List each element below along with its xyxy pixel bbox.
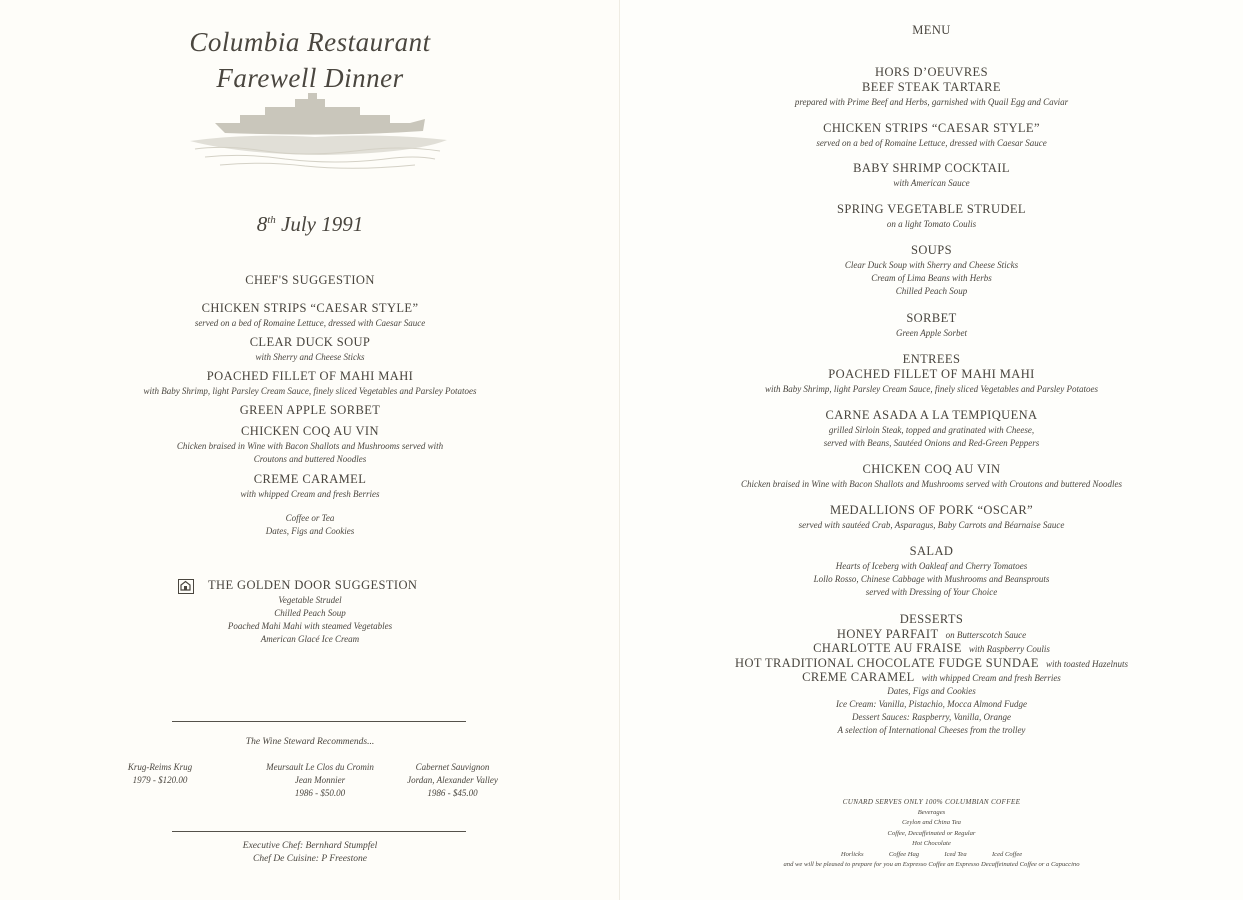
salad-line: Hearts of Iceberg with Oakleaf and Cherry Tomatoes — [835, 561, 1028, 571]
soup-line: Chilled Peach Soup — [895, 286, 968, 296]
chef-de-cuisine: Chef De Cuisine: P Freestone — [253, 854, 367, 864]
wine-line: Krug-Reims Krug — [127, 762, 193, 772]
dessert-note: with Raspberry Coulis — [968, 644, 1050, 655]
beverage-line: Beverages — [917, 808, 946, 816]
item-description: with Baby Shrimp, light Parsley Cream Sauce, finely sliced Vegetables and Parsley Potatoes — [764, 384, 1099, 394]
sorbet-section — [620, 310, 1243, 340]
dessert-name: HONEY PARFAIT — [836, 627, 939, 641]
item-name: SPRING VEGETABLE STRUDEL — [837, 202, 1026, 216]
wine-line: 1986 - $45.00 — [427, 788, 478, 798]
date-day: 8 — [256, 212, 268, 236]
coffee-line: Coffee or Tea — [285, 513, 335, 523]
hors-item-tartare — [620, 79, 1243, 109]
dessert-item — [620, 671, 1243, 685]
beverage-line: Coffee, Decaffeinated or Regular — [887, 829, 976, 837]
salad-line: served with Dressing of Your Choice — [865, 587, 998, 597]
item-description: Croutons and buttered Noodles — [253, 454, 367, 464]
divider-rule — [172, 831, 466, 832]
item-description: served on a bed of Romaine Lettuce, dressed with Caesar Sauce — [816, 138, 1047, 148]
coffee-line: Dates, Figs and Cookies — [265, 526, 355, 536]
wine-line: 1986 - $50.00 — [294, 788, 346, 798]
wine-line: 1979 - $120.00 — [132, 775, 188, 785]
item-name: CHICKEN COQ AU VIN — [862, 462, 1001, 476]
salad-line: Lollo Rosso, Chinese Cabbage with Mushrooms and Beansprouts — [813, 574, 1050, 584]
item-description: Chicken braised in Wine with Bacon Shallots and Mushrooms served with Croutons and buttered Noodles — [741, 479, 1122, 489]
wine-krug — [110, 761, 210, 787]
wine-line: Meursault Le Clos du Cromin — [266, 762, 374, 772]
item-description: with American Sauce — [893, 178, 970, 188]
dessert-line: A selection of International Cheeses from the trolley — [837, 725, 1026, 736]
wine-meursault — [240, 761, 400, 800]
item-description: with Baby Shrimp, light Parsley Cream Sauce, finely sliced Vegetables and Parsley Potatoes — [143, 386, 477, 396]
item-name: CHICKEN COQ AU VIN — [241, 424, 379, 438]
soups-heading: SOUPS — [911, 243, 952, 257]
beverage-option: Horlicks — [840, 850, 864, 858]
item-name: BABY SHRIMP COCKTAIL — [853, 161, 1010, 175]
beverage-line: Ceylon and China Tea — [902, 819, 961, 826]
sorbet-heading: SORBET — [906, 311, 957, 325]
item-name: MEDALLIONS OF PORK “OSCAR” — [829, 503, 1034, 517]
item-description: served with sautéed Crab, Asparagus, Baby Carrots and Béarnaise Sauce — [798, 520, 1065, 530]
date-rest: July 1991 — [275, 212, 364, 236]
golden-door-line: Chilled Peach Soup — [274, 608, 346, 618]
item-name: CARNE ASADA A LA TEMPIQUENA — [825, 408, 1038, 422]
menu-heading: MENU — [912, 23, 951, 37]
item-description: on a light Tomato Coulis — [886, 219, 977, 229]
dessert-item — [620, 642, 1243, 656]
hors-item-caesar — [620, 120, 1243, 150]
chefs-item-duck-soup — [0, 334, 620, 364]
desserts-section — [620, 611, 1243, 737]
item-description: grilled Sirloin Steak, topped and gratinated with Cheese, — [828, 425, 1035, 435]
restaurant-title — [0, 24, 620, 96]
chefs-item-sorbet — [0, 402, 620, 419]
beverage-row — [620, 850, 1243, 861]
date-suffix: th — [267, 214, 276, 226]
soup-line: Cream of Lima Beans with Herbs — [871, 273, 992, 283]
item-name: GREEN APPLE SORBET — [239, 403, 381, 417]
item-name: CLEAR DUCK SOUP — [249, 335, 371, 349]
entrees-heading: ENTREES — [902, 352, 961, 366]
salad-section — [620, 543, 1243, 599]
entree-coq-au-vin — [620, 461, 1243, 491]
item-description: with whipped Cream and fresh Berries — [240, 489, 380, 499]
title-line-2: Farewell Dinner — [216, 63, 404, 93]
dessert-item — [620, 657, 1243, 671]
dessert-note: with toasted Hazelnuts — [1045, 658, 1128, 669]
dessert-note: with whipped Cream and fresh Berries — [921, 672, 1061, 683]
menu-date — [0, 212, 620, 237]
chef-credits — [0, 840, 620, 866]
sorbet-line: Green Apple Sorbet — [896, 328, 967, 338]
item-description: served with Beans, Sautéed Onions and Red-Green Peppers — [823, 438, 1040, 448]
dessert-line: Dates, Figs and Cookies — [887, 686, 976, 697]
hors-item-shrimp — [620, 160, 1243, 190]
golden-door-line: Poached Mahi Mahi with steamed Vegetables — [227, 621, 393, 631]
chefs-item-creme-caramel — [0, 471, 620, 501]
beverage-option: Iced Coffee — [991, 850, 1023, 858]
dessert-line: Ice Cream: Vanilla, Pistachio, Mocca Almond Fudge — [836, 699, 1027, 710]
hors-item-strudel — [620, 201, 1243, 231]
dessert-name: CREME CARAMEL — [802, 669, 915, 684]
item-description: with Sherry and Cheese Sticks — [255, 352, 365, 362]
dessert-item — [620, 628, 1243, 642]
entree-carne-asada — [620, 407, 1243, 450]
golden-door-line: Vegetable Strudel — [278, 595, 342, 605]
hors-doeuvres-heading: HORS D’OEUVRES — [875, 65, 988, 79]
beverage-option: Coffee Hag — [888, 850, 920, 858]
item-name: CREME CARAMEL — [253, 472, 367, 486]
entree-mahi-mahi — [620, 366, 1243, 396]
cunard-coffee-line: CUNARD SERVES ONLY 100% COLUMBIAN COFFEE — [842, 798, 1021, 806]
title-line-1: Columbia Restaurant — [189, 27, 431, 57]
chefs-item-caesar — [0, 300, 620, 330]
wine-line: Jordan, Alexander Valley — [407, 775, 498, 785]
golden-door-heading: THE GOLDEN DOOR SUGGESTION — [208, 578, 418, 592]
espresso-line: and we will be pleased to prepare for you an Expresso Coffee an Expresso Decaffeinated Coffee or a Capuccino — [783, 861, 1080, 868]
wine-cabernet — [400, 761, 505, 800]
right-panel — [620, 0, 1243, 900]
item-description: served on a bed of Romaine Lettuce, dressed with Caesar Sauce — [194, 318, 426, 328]
beverage-option: Iced Tea — [944, 850, 967, 858]
dessert-name: HOT TRADITIONAL CHOCOLATE FUDGE SUNDAE — [735, 655, 1039, 670]
coffee-block — [0, 512, 620, 538]
desserts-heading: DESSERTS — [899, 612, 964, 626]
salad-heading: SALAD — [909, 544, 954, 558]
divider-rule — [172, 721, 466, 722]
item-description: Chicken braised in Wine with Bacon Shallots and Mushrooms served with — [176, 441, 444, 451]
entree-pork-oscar — [620, 502, 1243, 532]
golden-door-line: American Glacé Ice Cream — [260, 634, 360, 644]
wine-line: Cabernet Sauvignon — [415, 762, 490, 772]
executive-chef: Executive Chef: Bernhard Stumpfel — [242, 841, 378, 851]
chefs-item-mahi-mahi — [0, 368, 620, 398]
beverage-line: Hot Chocolate — [912, 840, 951, 847]
item-description: prepared with Prime Beef and Herbs, garnished with Quail Egg and Caviar — [794, 97, 1069, 107]
item-name: POACHED FILLET OF MAHI MAHI — [828, 367, 1035, 381]
wine-line: Jean Monnier — [294, 775, 346, 785]
ship-illustration — [185, 93, 450, 173]
soups-section — [620, 242, 1243, 298]
chefs-item-coq-au-vin — [0, 423, 620, 466]
dessert-note: on Butterscotch Sauce — [945, 630, 1027, 640]
item-name: CHICKEN STRIPS “CAESAR STYLE” — [823, 121, 1040, 135]
golden-door-icon — [178, 579, 194, 594]
dessert-line: Dessert Sauces: Raspberry, Vanilla, Orange — [852, 712, 1011, 723]
golden-door-items — [0, 594, 620, 646]
item-name: POACHED FILLET OF MAHI MAHI — [206, 369, 414, 383]
item-name: CHICKEN STRIPS “CAESAR STYLE” — [201, 301, 419, 315]
chefs-suggestion-heading: CHEF'S SUGGESTION — [245, 273, 375, 287]
item-name: BEEF STEAK TARTARE — [862, 80, 1001, 94]
soup-line: Clear Duck Soup with Sherry and Cheese Sticks — [844, 260, 1019, 270]
wine-heading: The Wine Steward Recommends... — [245, 737, 375, 747]
dessert-name: CHARLOTTE AU FRAISE — [813, 641, 962, 656]
beverages-section — [620, 797, 1243, 871]
left-panel — [0, 0, 620, 900]
